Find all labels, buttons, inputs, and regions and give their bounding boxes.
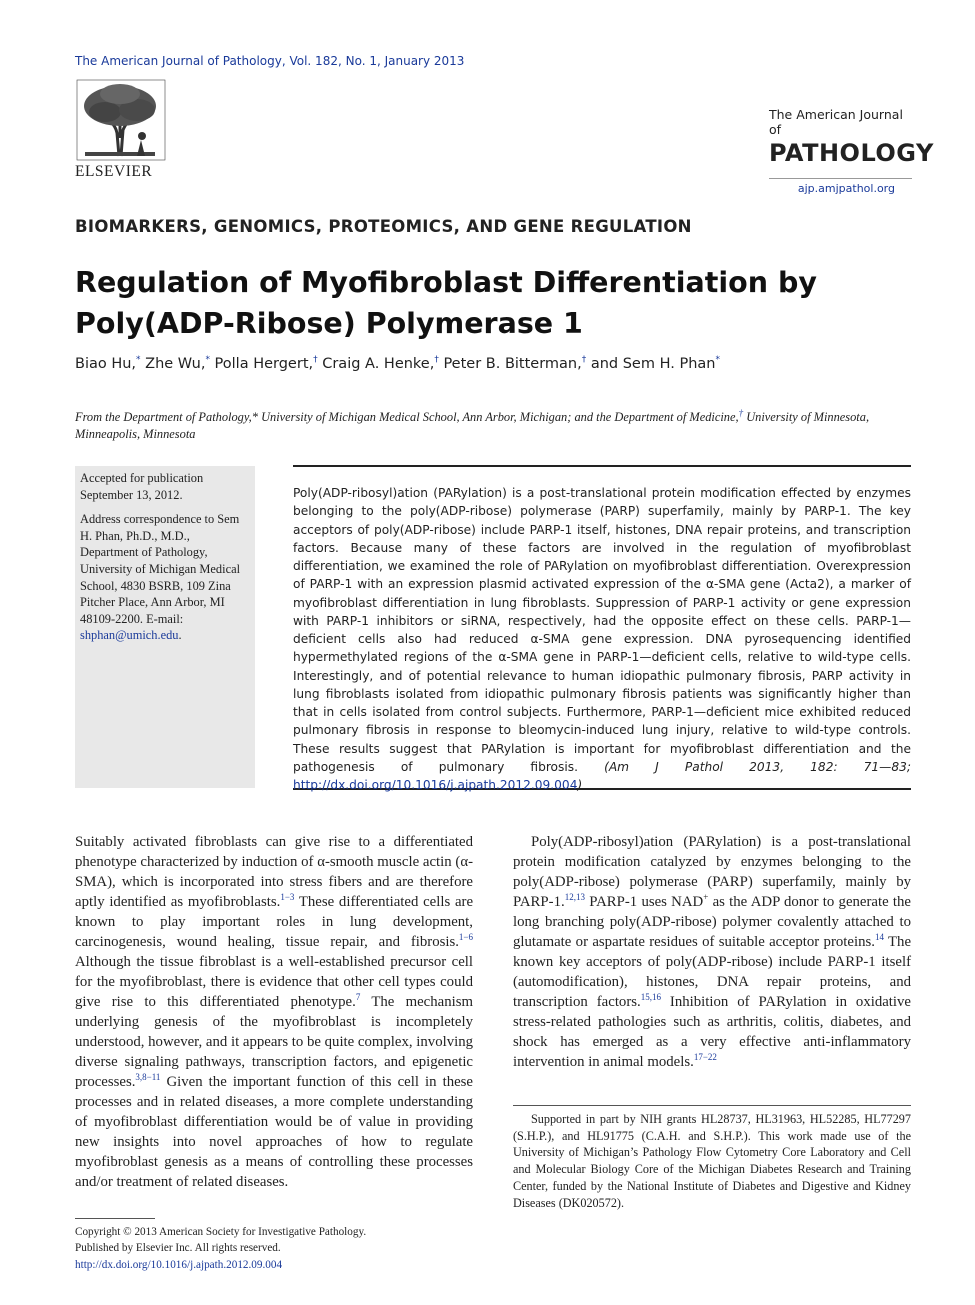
footer-divider [75, 1218, 155, 1219]
elsevier-wordmark: ELSEVIER [75, 163, 153, 180]
funding-footnote: Supported in part by NIH grants HL28737, HL31963, HL52285, HL77297 (S.H.P.), and HL91775 (C.A.H. and S.H.P.). This work made use of the University of Michigan’s Pathology Flow Cytometry Core Laboratory and Cell and Molecular Biology Core of the Michigan Diabetes Research and Training Center, funded by the National Institute of Diabetes and Digestive and Kidney Diseases (DK020572). [513, 1112, 911, 1210]
publisher-rights: Published by Elsevier Inc. All rights reserved. [75, 1242, 281, 1255]
affiliation-text: From the Department of Pathology,* University of Michigan Medical School, Ann Arbor, Michigan; and the Department of Medicine, [75, 410, 739, 424]
abstract-doi-link[interactable]: http://dx.doi.org/10.1016/j.ajpath.2012.09.004 [293, 778, 578, 792]
copyright: Copyright © 2013 American Society for Investigative Pathology. [75, 1226, 367, 1238]
body-text: PARP-1 uses NAD [584, 894, 704, 910]
body-text: The mechanism underlying genesis of the myofibroblast is incompletely understood, however, and it appears to be quite complex, involving diverse signaling pathways, transcription factors, and epigenetic processes. [75, 994, 474, 1090]
email-link[interactable]: shphan@umich.edu [80, 628, 179, 643]
author-list [75, 356, 720, 372]
body-column-right [513, 832, 911, 1072]
body-text: These differentiated cells are known to play important roles in lung development, carcinogenesis, wound healing, tissue repair, and fibrosis. [75, 894, 474, 950]
author-name: Polla Hergert, [214, 356, 314, 372]
body-text: Suitably activated fibroblasts can give rise to a differentiated phenotype characterized by induction of α-smooth muscle actin (α-SMA), which is incorporated into stress fibers and are therefore aptly identified as myofibroblasts. [75, 834, 473, 910]
article-title [75, 262, 835, 344]
correspondence-end: . [178, 628, 182, 643]
body-text: Although the tissue fibroblast is a well-established precursor cell for the myofibroblast, there is evidence that other cell types could give rise to this differentiated phenotype. [75, 954, 473, 1010]
abstract-citation-end: ) [577, 778, 583, 792]
author-name: Peter B. Bitterman, [443, 356, 582, 372]
author-name: Craig A. Henke, [322, 356, 435, 372]
superscript: + [703, 892, 709, 903]
abstract-body: Poly(ADP-ribosyl)ation (PARylation) is a post-translational protein modification effected by enzymes belonging to the poly(ADP-ribose) polymerase (PARP) superfamily, mainly by PARP-1. The key acceptors of poly(ADP-ribose) include PARP-1 itself, histones, DNA repair proteins, and transcription factors. Because many of these factors are involved in the regulation of myofibroblast differentiation, we examined the role of PARylation on myofibroblast differentiation. Overexpression of PARP-1 with an expression plasmid activated expression of the α-SMA gene (Acta2), a marker of myofibroblast differentiation in lung fibroblasts. Suppression of PARP-1 activity or gene expression with PARP-1 inhibitors or siRNA, respectively, had the opposite effect on these cells. PARP-1—deficient cells also had reduced α-SMA gene expression. DNA pyrosequencing identified hypermethylated regions of the α-SMA gene in PARP-1—deficient cells, relative to wild-type cells. Interestingly, and of potential relevance to human idiopathic pulmonary fibrosis, PARP activity in lung fibroblasts isolated from idiopathic pulmonary fibrosis patients was significantly higher than that in cells isolated from control subjects. Furthermore, PARP-1—deficient mice exhibited reduced pulmonary fibrosis in response to bleomycin-induced lung injury, relative to wild-type controls. These results suggest that PARylation is important for myofibroblast differentiation and the pathogenesis of pulmonary fibrosis. [293, 486, 911, 774]
body-text: Inhibition of PARylation in oxidative stress-related pathologies such as arthritis, colitis, diabetes, and shock has emerged as a very effective anti-inflammatory intervention in animal models. [513, 994, 911, 1070]
body-text: Given the important function of this cell in these processes and in related diseases, a more complete understanding of myofibroblast differentiation would be of value in providing new insights into novel approaches of how to regulate myofibroblast genesis as a means of controlling these processes and/or treatment of related diseases. [75, 1074, 473, 1190]
body-paragraph [513, 832, 911, 1072]
correspondence-text: Address correspondence to Sem H. Phan, Ph.D., M.D., Department of Pathology, University of Michigan Medical School, 4830 BSRB, 109 Zina Pitcher Place, Ann Arbor, MI 48109-2200. E-mail: [80, 512, 241, 626]
author-name: and Sem H. Phan [590, 356, 716, 372]
author-name: Zhe Wu, [145, 356, 206, 372]
footnote-divider [513, 1105, 911, 1106]
correspondence [80, 511, 250, 644]
reference-link[interactable]: 7 [355, 992, 361, 1003]
author-affiliation-mark: † [581, 355, 587, 366]
body-column-left [75, 832, 473, 1192]
title-line-1: Regulation of Myofibroblast Differentiation by [75, 266, 817, 299]
abstract-citation: (Am J Pathol 2013, 182: 71—83; [604, 759, 911, 774]
title-line-2: Poly(ADP-Ribose) Polymerase 1 [75, 307, 583, 340]
abstract [293, 465, 911, 790]
affiliation-text-2: University of Minnesota, Minneapolis, Minnesota [75, 410, 870, 441]
reference-link[interactable]: 1−6 [458, 932, 473, 943]
brand-divider [769, 178, 912, 179]
reference-link[interactable]: 14 [874, 932, 884, 943]
affiliation [75, 409, 905, 443]
body-text: Poly(ADP-ribosyl)ation (PARylation) is a post-translational protein modification catalyzed by enzymes belonging to the poly(ADP-ribose) polymerase (PARP) superfamily, mainly by PARP-1. [513, 834, 911, 910]
footer-doi-link[interactable]: http://dx.doi.org/10.1016/j.ajpath.2012.09.004 [75, 1258, 283, 1271]
author-affiliation-mark: * [136, 355, 141, 366]
journal-brand [769, 107, 934, 167]
author-affiliation-mark: * [205, 355, 210, 366]
brand-subtitle: The American Journal of [769, 107, 903, 137]
reference-link[interactable]: 15,16 [640, 992, 661, 1003]
body-text: The known key acceptors of poly(ADP-ribose) include PARP-1 itself (automodification), histones, DNA repair proteins, and transcription factors. [513, 934, 912, 1010]
journal-url-link[interactable]: ajp.amjpathol.org [797, 182, 895, 195]
journal-citation-link[interactable]: The American Journal of Pathology, Vol. 182, No. 1, January 2013 [75, 54, 465, 68]
page-footer [75, 1224, 366, 1273]
section-label: BIOMARKERS, GENOMICS, PROTEOMICS, AND GENE REGULATION [75, 217, 692, 236]
author-affiliation-mark: * [715, 355, 720, 366]
author-affiliation-mark: † [434, 355, 439, 366]
author-affiliation-mark: † [313, 355, 318, 366]
accepted-date: Accepted for publication September 13, 2012. [80, 471, 204, 502]
reference-link[interactable]: 12,13 [564, 892, 585, 903]
abstract-text [293, 484, 911, 794]
reference-link[interactable]: 3,8−11 [135, 1072, 161, 1083]
reference-link[interactable]: 17−22 [693, 1052, 717, 1063]
affiliation-mark: † [738, 407, 744, 418]
article-info-sidebar [75, 466, 255, 788]
body-text: as the ADP donor to generate the long branching poly(ADP-ribose) polymer covalently attached to glutamate or aspartate residues of suitable acceptor proteins. [513, 894, 912, 950]
brand-title: PATHOLOGY [769, 139, 934, 167]
author-name: Biao Hu, [75, 356, 137, 372]
reference-link[interactable]: 1−3 [280, 892, 295, 903]
